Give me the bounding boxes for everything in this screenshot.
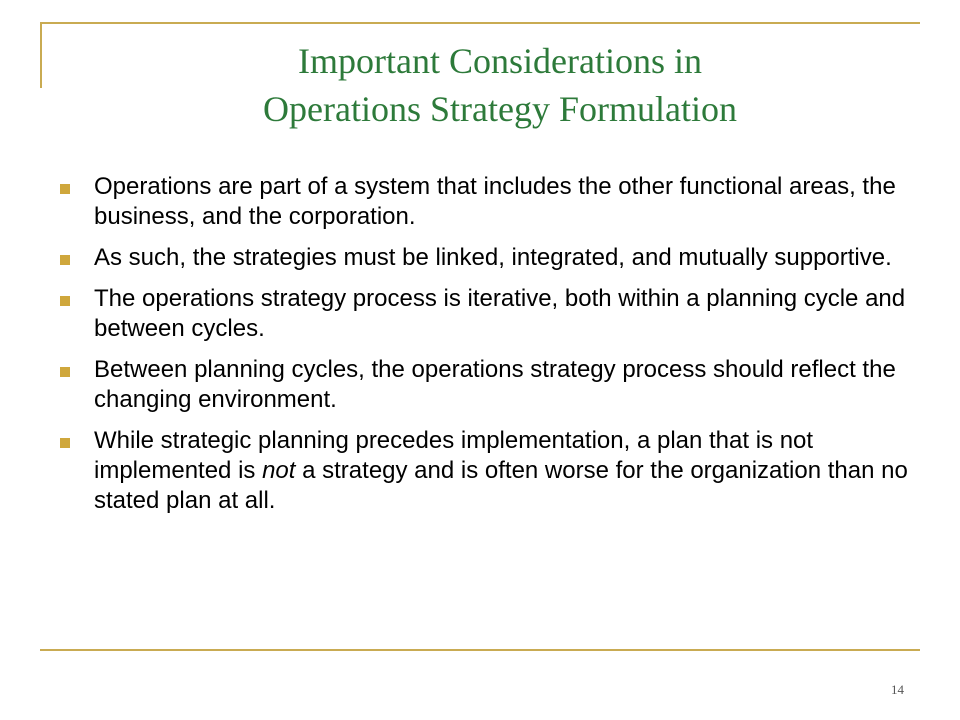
bullet-text-5 [94, 427, 908, 514]
square-bullet-icon [60, 367, 70, 377]
bullet-text-5-emphasis: not [262, 457, 296, 484]
top-border-line [40, 22, 920, 24]
square-bullet-icon [60, 184, 70, 194]
left-border-line [40, 22, 42, 88]
slide-number: 14 [891, 682, 904, 697]
square-bullet-icon [60, 296, 70, 306]
square-bullet-icon [60, 438, 70, 448]
bullet-text-5-after: a strategy and is often worse for the organization than no stated plan at all. [94, 457, 908, 514]
bullet-text-4: Between planning cycles, the operations strategy process should reflect the changing environment. [94, 356, 896, 413]
bullet-item-3 [60, 284, 920, 344]
slide-title-line-1: Important Considerations in [298, 41, 702, 81]
bullet-text-2: As such, the strategies must be linked, integrated, and mutually supportive. [94, 244, 892, 271]
slide-title-line-2: Operations Strategy Formulation [263, 89, 737, 129]
bullet-text-5-before: While strategic planning precedes implementation, a plan that is not implemented is [94, 427, 814, 484]
bullet-item-4 [60, 355, 920, 415]
bottom-border-line [40, 649, 920, 651]
bullet-item-2 [60, 243, 920, 273]
bullet-item-5 [60, 426, 920, 516]
slide-title [60, 37, 940, 133]
bullet-text-1: Operations are part of a system that includes the other functional areas, the business, and the corporation. [94, 173, 896, 230]
bullet-item-1 [60, 172, 920, 232]
bullet-text-3: The operations strategy process is iterative, both within a planning cycle and between cycles. [94, 285, 906, 342]
square-bullet-icon [60, 255, 70, 265]
bullet-list [60, 172, 920, 527]
